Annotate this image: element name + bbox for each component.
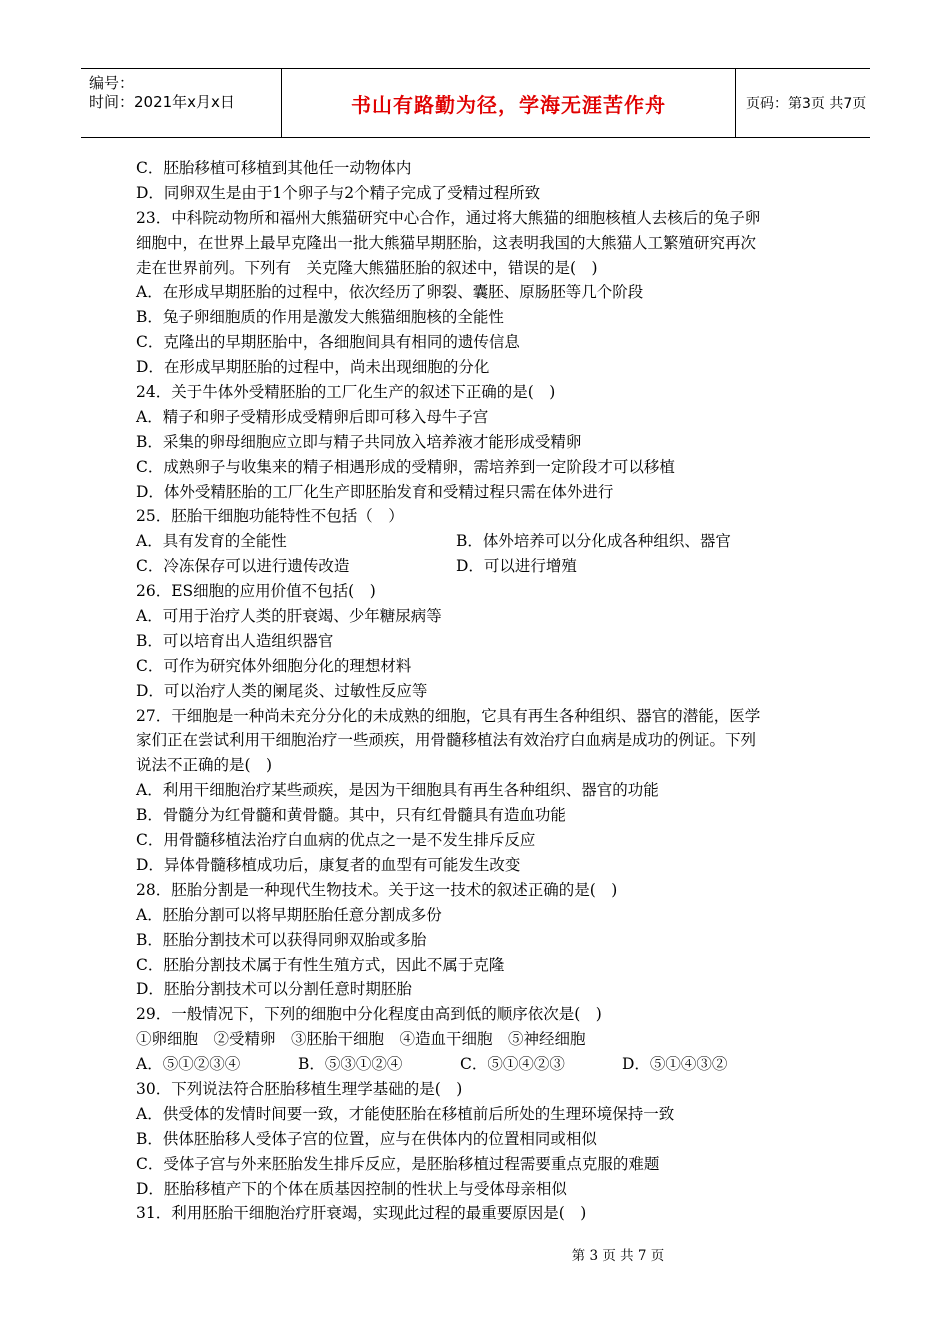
text-line: 23．中科院动物所和福州大熊猫研究中心合作，通过将大熊猫的细胞核植人去核后的兔子卵	[136, 208, 761, 227]
text-line: B．骨髓分为红骨髓和黄骨髓。其中，只有红骨髓具有造血功能	[136, 806, 566, 825]
footer-page-number: 第 3 页 共 7 页	[571, 1248, 665, 1264]
text-line: 家们正在尝试利用干细胞治疗一些顽疾，用骨髓移植法有效治疗白血病是成功的例证。下列	[136, 731, 757, 750]
text-line: C．胚胎分割技术属于有性生殖方式，因此不属于克隆	[136, 955, 505, 974]
q25-option-a: A．具有发育的全能性	[136, 532, 287, 551]
q29-option-b: B．⑤③①②④	[298, 1055, 403, 1074]
text-line: B．胚胎分割技术可以获得同卵双胎或多胎	[136, 930, 427, 949]
number-label: 编号：	[89, 74, 135, 92]
text-line: A．胚胎分割可以将早期胚胎任意分割成多份	[136, 905, 442, 924]
text-line: C．受体子宫与外来胚胎发生排斥反应，是胚胎移植过程需要重点克服的难题	[136, 1154, 660, 1173]
text-line: 29．一般情况下，下列的细胞中分化程度由高到低的顺序依次是( )	[136, 1005, 602, 1024]
text-line: ①卵细胞 ②受精卵 ③胚胎干细胞 ④造血干细胞 ⑤神经细胞	[136, 1030, 586, 1049]
text-line: A．精子和卵子受精形成受精卵后即可移入母牛子宫	[136, 407, 489, 426]
text-line: A．在形成早期胚胎的过程中，依次经历了卵裂、囊胚、原肠胚等几个阶段	[136, 283, 644, 302]
header-info-cell	[81, 69, 282, 137]
q25-options-row-2	[136, 554, 816, 579]
text-line: D．异体骨髓移植成功后，康复者的血型有可能发生改变	[136, 855, 521, 874]
q25-options-row-1	[136, 529, 816, 554]
text-line: B．供体胚胎移人受体子宫的位置，应与在供体内的位置相同或相似	[136, 1129, 597, 1148]
q29-option-a: A．⑤①②③④	[136, 1055, 241, 1074]
q29-option-d: D．⑤①④③②	[622, 1055, 728, 1074]
text-line: 26．ES细胞的应用价值不包括( )	[136, 582, 376, 601]
text-line: D．同卵双生是由于1个卵子与2个精子完成了受精过程所致	[136, 183, 541, 202]
q25-option-c: C．冷冻保存可以进行遗传改造	[136, 557, 350, 576]
text-line: 30．下列说法符合胚胎移植生理学基础的是( )	[136, 1079, 463, 1098]
document-body	[136, 156, 816, 1226]
text-line: D．可以治疗人类的阑尾炎、过敏性反应等	[136, 681, 428, 700]
text-line: D．在形成早期胚胎的过程中，尚未出现细胞的分化	[136, 358, 490, 377]
text-line: D．胚胎分割技术可以分割任意时期胚胎	[136, 980, 412, 999]
q25-option-d: D．可以进行增殖	[456, 557, 577, 576]
text-line: 24．关于牛体外受精胚胎的工厂化生产的叙述下正确的是( )	[136, 383, 556, 402]
page-header	[81, 68, 870, 138]
text-line: 27．干细胞是一种尚未充分分化的未成熟的细胞，它具有再生各种组织、器官的潜能，医学	[136, 706, 761, 725]
text-line: A．利用干细胞治疗某些顽疾，是因为干细胞具有再生各种组织、器官的功能	[136, 781, 659, 800]
text-line: D．体外受精胚胎的工厂化生产即胚胎发育和受精过程只需在体外进行	[136, 482, 614, 501]
text-line: C．成熟卵子与收集来的精子相遇形成的受精卵，需培养到一定阶段才可以移植	[136, 457, 675, 476]
page-label: 页码：第3页 共7页	[746, 96, 867, 112]
text-line: 31．利用胚胎干细胞治疗肝衰竭，实现此过程的最重要原因是( )	[136, 1204, 587, 1223]
text-line: A．可用于治疗人类的肝衰竭、少年糖尿病等	[136, 607, 442, 626]
text-line: C．胚胎移植可移植到其他任一动物体内	[136, 159, 412, 177]
q29-options-row	[136, 1052, 816, 1077]
time-label: 时间：2021年x月x日	[89, 93, 235, 111]
page-footer	[0, 1244, 950, 1264]
text-line: C．用骨髓移植法治疗白血病的优点之一是不发生排斥反应	[136, 831, 536, 850]
text-line: 走在世界前列。下列有 关克隆大熊猫胚胎的叙述中，错误的是( )	[136, 258, 598, 277]
text-line: 说法不正确的是( )	[136, 756, 273, 775]
motto: 书山有路勤为径，学海无涯苦作舟	[282, 69, 736, 137]
text-line: B．采集的卵母细胞应立即与精子共同放入培养液才能形成受精卵	[136, 432, 582, 451]
text-line: B．兔子卵细胞质的作用是激发大熊猫细胞核的全能性	[136, 308, 504, 327]
text-line: B．可以培育出人造组织器官	[136, 631, 334, 650]
text-line: 25．胚胎干细胞功能特性不包括（ ）	[136, 507, 404, 526]
q25-option-b: B．体外培养可以分化成各种组织、器官	[456, 532, 731, 551]
text-line: 28．胚胎分割是一种现代生物技术。关于这一技术的叙述正确的是( )	[136, 880, 618, 899]
text-line: 细胞中，在世界上最早克隆出一批大熊猫早期胚胎，这表明我国的大熊猫人工繁殖研究再次	[136, 233, 757, 252]
text-line: C．克隆出的早期胚胎中，各细胞间具有相同的遗传信息	[136, 333, 520, 352]
q29-option-c: C．⑤①④②③	[460, 1055, 565, 1074]
text-line: A．供受体的发情时间要一致，才能使胚胎在移植前后所处的生理环境保持一致	[136, 1104, 675, 1123]
text-line: D．胚胎移植产下的个体在质基因控制的性状上与受体母亲相似	[136, 1179, 567, 1198]
text-line: C．可作为研究体外细胞分化的理想材料	[136, 656, 412, 675]
